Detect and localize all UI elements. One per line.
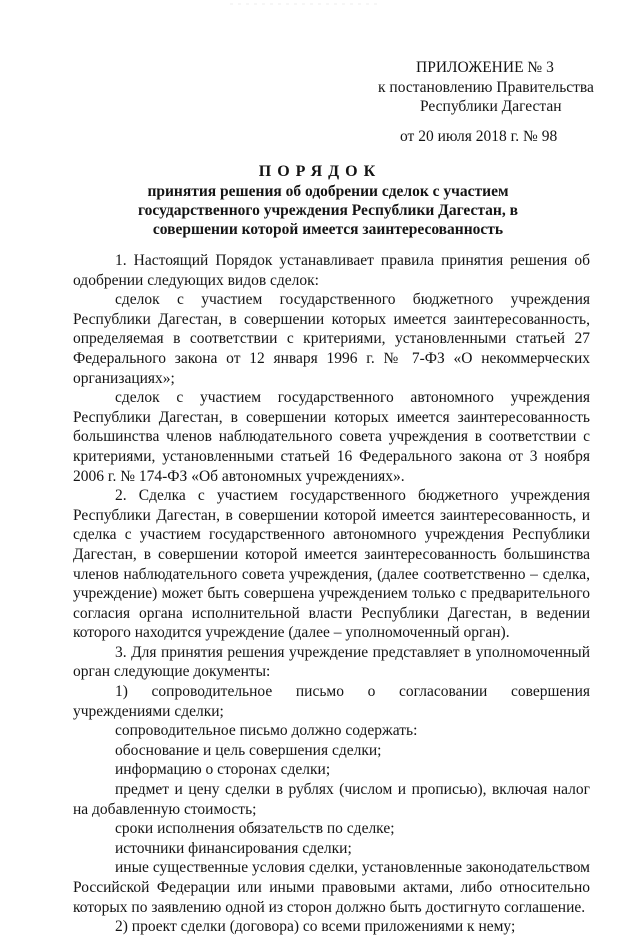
annex-government: Республики Дагестан (420, 98, 562, 115)
annex-header (378, 58, 618, 146)
paragraph-3-2: 2) проект сделки (договора) со всеми приложениями к нему; (115, 918, 516, 936)
annex-number: ПРИЛОЖЕНИЕ № 3 (416, 59, 554, 76)
paragraph-3-1: 1) сопроводительное письмо о согласовании совершения учреждениями сделки; (73, 683, 590, 720)
paragraph-2: 2. Сделка с участием государственного бюджетного учреждения Республики Дагестан, в совершении которой имеется заинтересованность, и сделка с участием государственного автономного учреждения Республики Дагестан, в совершении которой имеется заинтересованность большинства членов наблюдательного совета учреждения, (далее соответственно – сделка, учреждение) может быть совершена учреждением только с предварительного согласия органа исполнительной власти Республики Дагестан, в ведении которого находится учреждение (далее – уполномоченный орган). (73, 487, 590, 642)
paragraph-funding: источники финансирования сделки; (115, 839, 352, 857)
paragraph-purpose: обоснование и цель совершения сделки; (115, 741, 382, 759)
paragraph-3: 3. Для принятия решения учреждение представляет в уполномоченный орган следующие документы: (73, 643, 590, 681)
paragraph-terms: сроки исполнения обязательств по сделке; (115, 820, 395, 838)
paragraph-letter-contents: сопроводительное письмо должно содержать: (115, 722, 418, 740)
document-subtitle: принятия решения об одобрении сделок с участием государственного учреждения Республики Дагестан, в совершении которой имеется заинтересованность (138, 183, 518, 238)
paragraph-1a: сделок с участием государственного бюджетного учреждения Республики Дагестан, в совершении которых имеется заинтересованность, определяемая в соответствии с критериями, установленными статьей 27 Федерального закона от 12 января 1996 г. № 7-ФЗ «О некоммерческих организациях»; (73, 291, 590, 387)
paragraph-1: 1. Настоящий Порядок устанавливает правила принятия решения об одобрении следующих видов сделок: (73, 252, 590, 289)
paragraph-other-conditions: иные существенные условия сделки, установленные законодательством Российской Федерации или иными правовыми актами, либо относительно которых по заявлению одной из сторон должно быть достигнуто соглашение. (73, 859, 590, 916)
paragraph-price: предмет и цену сделки в рублях (числом и прописью), включая налог на добавленную стоимость; (73, 781, 590, 818)
scan-artifact (230, 0, 380, 10)
annex-date: от 20 июля 2018 г. № 98 (400, 127, 558, 145)
document-title: ПОРЯДОК (258, 163, 382, 180)
paragraph-parties: информацию о сторонах сделки; (115, 761, 331, 779)
paragraph-1b: сделок с участием государственного автономного учреждения Республики Дагестан, в совершении которых имеется заинтересованность большинства членов наблюдательного совета учреждения в соответствии с критериями, установленными статьей 16 Федерального закона от 3 ноября 2006 г. № 174-ФЗ «Об автономных учреждениях». (73, 389, 590, 485)
annex-reference: к постановлению Правительства (378, 78, 594, 96)
document-body (73, 251, 590, 937)
